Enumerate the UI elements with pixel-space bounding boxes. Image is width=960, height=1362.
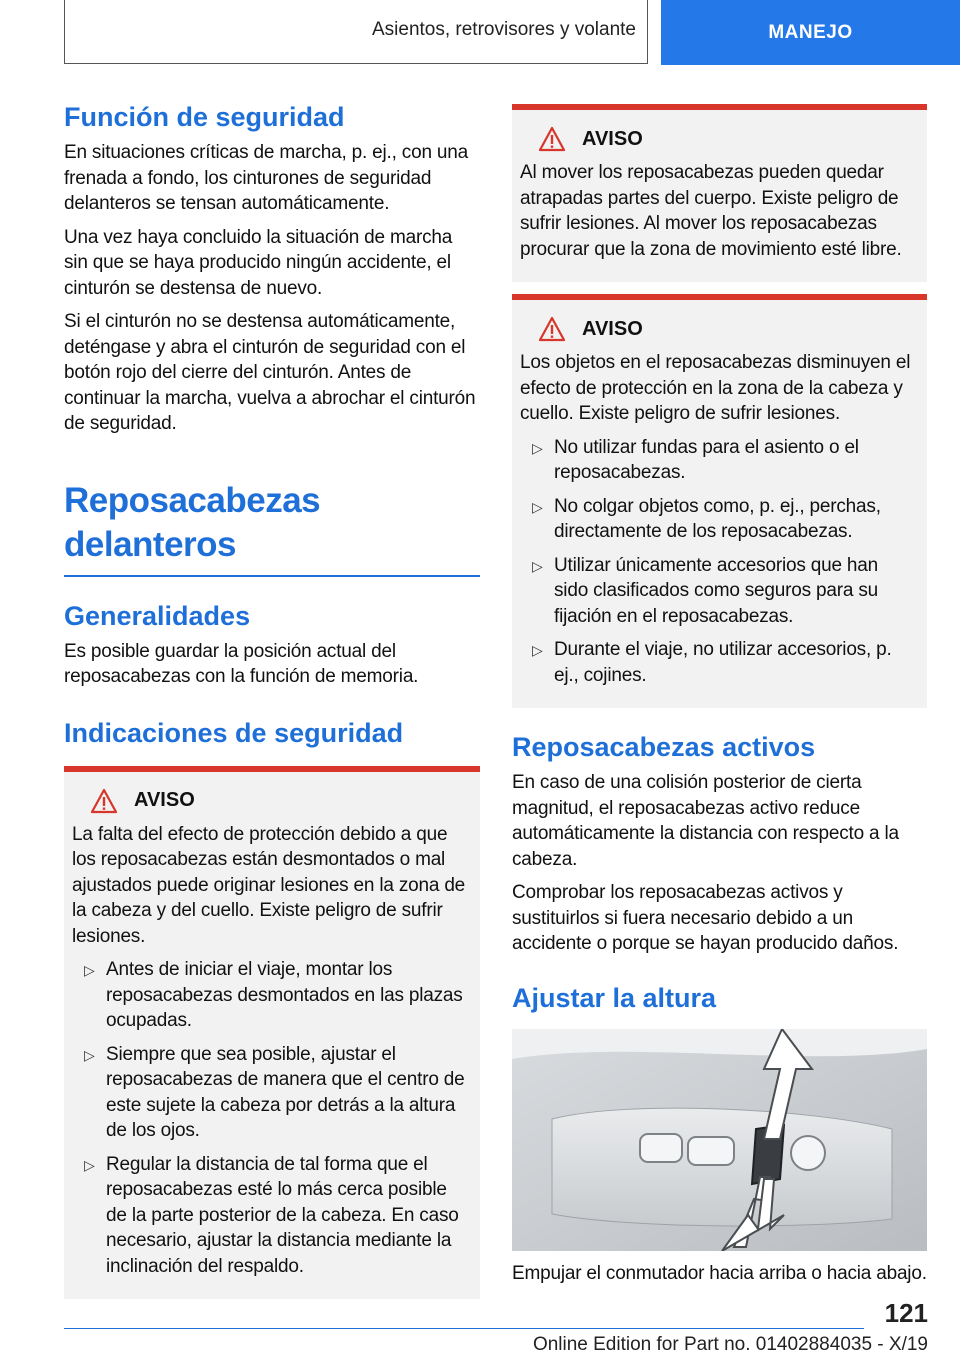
edition-line: Online Edition for Part no. 01402884035 - X/19	[532, 1334, 928, 1355]
active-headrests-heading: Reposacabezas activos	[512, 732, 816, 762]
warning-text: Los objetos en el reposacabezas disminuyen el efecto de protección en la zona de la cabeza y cuello. Existe peligro de sufrir lesiones.	[520, 352, 911, 424]
warning-list	[72, 957, 470, 1279]
warning-header	[520, 316, 917, 342]
triangle-bullet-icon: ▷	[84, 1156, 95, 1173]
header-section-title: Asientos, retrovisores y volante	[371, 19, 636, 40]
warning-triangle-icon	[90, 788, 118, 814]
warning-header	[520, 126, 917, 152]
paragraph: Es posible guardar la posición actual del reposacabezas con la función de memoria.	[64, 640, 419, 687]
warning-box	[512, 104, 927, 282]
warning-box	[64, 766, 480, 1300]
list-item: ▷ Siempre que sea posible, ajustar el reposacabezas de manera que el centro de este sujete la cabeza por detrás a la altura de los ojos.	[84, 1043, 465, 1141]
adjust-height-heading: Ajustar la altura	[512, 982, 717, 1013]
list-item: ▷ Utilizar únicamente accesorios que han sido clasificados como seguros para su fijación en el reposacabezas.	[532, 554, 879, 627]
warning-label: AVISO	[582, 127, 643, 150]
paragraph: Comprobar los reposacabezas activos y sustituirlos si fuera necesario debido a un accidente o porque se hayan producido daños.	[512, 882, 899, 954]
warning-triangle-icon	[538, 316, 566, 342]
safety-function-heading: Función de seguridad	[64, 102, 345, 132]
footer-rule	[64, 1328, 864, 1329]
seat-switch-photo	[512, 1029, 927, 1251]
warning-list	[520, 435, 917, 689]
paragraph: Si el cinturón no se destensa automáticamente, deténgase y abra el cinturón de seguridad con el botón rojo del cierre del cinturón. Antes de continuar la marcha, vuelva a abrochar el cinturón de seguridad.	[64, 311, 476, 434]
left-column	[64, 100, 480, 1299]
warning-triangle-icon	[538, 126, 566, 152]
page-number: 121	[884, 1298, 928, 1328]
triangle-bullet-icon: ▷	[532, 642, 543, 658]
photo-caption: Empujar el conmutador hacia arriba o hacia abajo.	[512, 1262, 927, 1284]
warning-text: La falta del efecto de protección debido a que los reposacabezas están desmontados o mal ajustados puede originar lesiones en la zona de la cabeza y del cuello. Existe peligro de sufrir lesiones.	[72, 823, 466, 947]
seat-switch-illustration	[512, 1029, 927, 1251]
list-item: ▷ No colgar objetos como, p. ej., perchas, directamente de los reposacabezas.	[532, 495, 881, 542]
triangle-bullet-icon: ▷	[532, 498, 543, 515]
list-item: ▷ Regular la distancia de tal forma que el reposacabezas esté lo más cerca posible de la parte posterior de la cabeza. En caso necesario, ajustar la distancia mediante la inclinación del respaldo.	[84, 1153, 459, 1277]
list-item: ▷ No utilizar fundas para el asiento o el reposacabezas.	[532, 436, 859, 483]
triangle-bullet-icon: ▷	[532, 557, 543, 574]
paragraph: En situaciones críticas de marcha, p. ej., con una frenada a fondo, los cinturones de seguridad delanteros se tensan automáticamente.	[64, 142, 468, 214]
safety-notes-heading: Indicaciones de seguridad	[64, 717, 404, 748]
warning-label: AVISO	[134, 789, 195, 811]
general-heading: Generalidades	[64, 600, 251, 631]
warning-header	[72, 788, 470, 814]
warning-box	[512, 294, 927, 708]
list-item: ▷ Antes de iniciar el viaje, montar los reposacabezas desmontados en las plazas ocupadas.	[84, 959, 463, 1031]
warning-label: AVISO	[582, 317, 643, 340]
triangle-bullet-icon: ▷	[532, 439, 543, 456]
triangle-bullet-icon: ▷	[84, 962, 95, 978]
warning-text: Al mover los reposacabezas pueden quedar atrapadas partes del cuerpo. Existe peligro de sufrir lesiones. Al mover los reposacabezas procurar que la zona de movimiento esté libre.	[520, 162, 902, 260]
header-chapter-tab[interactable]: MANEJO	[661, 0, 960, 65]
right-column	[512, 104, 927, 1294]
triangle-bullet-icon: ▷	[84, 1046, 95, 1063]
list-item: ▷ Durante el viaje, no utilizar accesorios, p. ej., cojines.	[532, 639, 892, 686]
paragraph: Una vez haya concluido la situación de marcha sin que se haya producido ningún accidente, el cinturón se destensa de nuevo.	[64, 226, 453, 299]
chapter-heading: Reposacabezas delanteros	[64, 480, 321, 564]
paragraph: En caso de una colisión posterior de cierta magnitud, el reposacabezas activo reduce automáticamente la distancia con respecto a la cabeza.	[512, 772, 899, 870]
